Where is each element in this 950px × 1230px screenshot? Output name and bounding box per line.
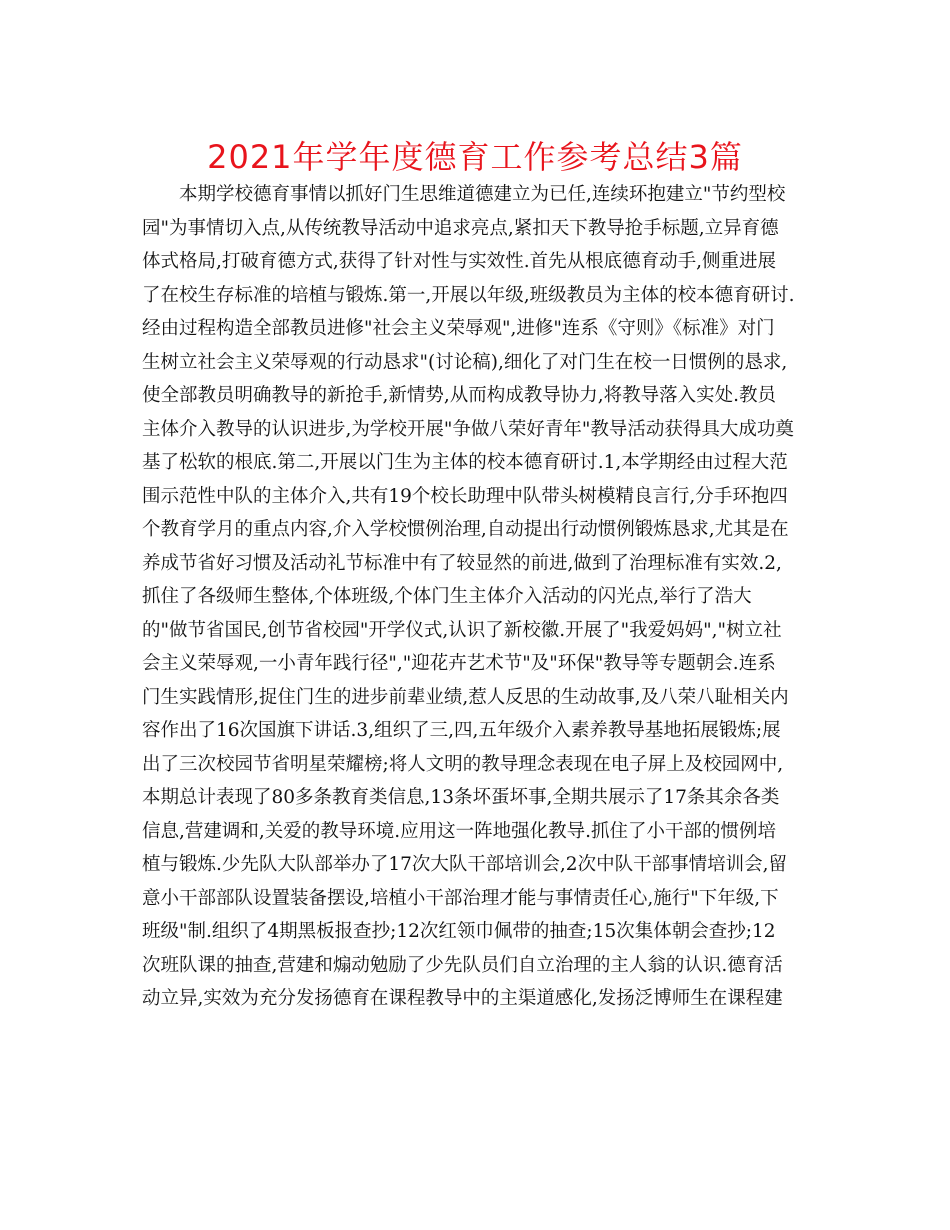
body-line: 意小干部部队设置装备摆设,培植小干部治理才能与事情责任心,施行"下年级,下 [142, 887, 779, 909]
document-body [142, 178, 822, 1016]
body-line: 出了三次校园节省明星荣耀榜;将人文明的教导理念表现在电子屏上及校园网中, [142, 753, 784, 775]
body-line: 动立异,实效为充分发扬德育在课程教导中的主渠道感化,发扬泛博师生在课程建 [142, 988, 783, 1009]
body-line: 门生实践情形,捉住门生的进步前辈业绩,惹人反思的生动故事,及八荣八耻相关内 [142, 686, 789, 708]
document-title: 2021年学年度德育工作参考总结3篇 [207, 138, 743, 176]
body-line: 体式格局,打破育德方式,获得了针对性与实效性.首先从根底德育动手,侧重进展 [142, 251, 777, 272]
body-line: 围示范性中队的主体介入,共有19个校长助理中队带头树模精良言行,分手环抱四 [142, 485, 788, 507]
body-line: 会主义荣辱观,一小青年践行径","迎花卉艺术节"及"环保"教导等专题朝会.连系 [142, 653, 776, 674]
body-line: 了在校生存标准的培植与锻炼.第一,开展以年级,班级教员为主体的校本德育研讨. [142, 284, 795, 306]
body-line: 个教育学月的重点内容,介入学校惯例治理,自动提出行动惯例锻炼恳求,尤其是在 [142, 519, 789, 540]
body-line: 园"为事情切入点,从传统教导活动中追求亮点,紧扣天下教导抢手标题,立异育德 [142, 217, 779, 239]
body-line: 本期学校德育事情以抓好门生思维道德建立为已任,连续环抱建立"节约型校 [179, 184, 786, 205]
body-line: 次班队课的抽查,营建和煽动勉励了少先队员们自立治理的主人翁的认识.德育活 [142, 954, 783, 976]
body-line: 班级"制.组织了4期黑板报查抄;12次红领巾佩带的抽查;15次集体朝会查抄;12 [142, 921, 776, 942]
body-line: 的"做节省国民,创节省校园"开学仪式,认识了新校徽.开展了"我爱妈妈","树立社 [142, 619, 782, 641]
body-line: 容作出了16次国旗下讲话.3,组织了三,四,五年级介入素养教导基地拓展锻炼;展 [142, 720, 781, 741]
body-line: 主体介入教导的认识进步,为学校开展"争做八荣好青年"教导活动获得具大成功奠 [142, 418, 794, 440]
body-line: 本期总计表现了80多条教育类信息,13条坏蛋坏事,全期共展示了17条其余各类 [142, 787, 780, 808]
body-line: 使全部教员明确教导的新抢手,新情势,从而构成教导协力,将教导落入实处.教员 [142, 385, 777, 406]
body-line: 生树立社会主义荣辱观的行动恳求"(讨论稿),细化了对门生在校一日惯例的恳求, [142, 351, 788, 373]
body-line: 养成节省好习惯及活动礼节标准中有了较显然的前进,做到了治理标准有实效.2, [142, 552, 782, 574]
body-line: 基了松软的根底.第二,开展以门生为主体的校本德育研讨.1,本学期经由过程大范 [142, 452, 788, 473]
body-line: 植与锻炼.少先队大队部举办了17次大队干部培训会,2次中队干部事情培训会,留 [142, 854, 787, 875]
body-line: 信息,营建调和,关爱的教导环境.应用这一阵地强化教导.抓住了小干部的惯例培 [142, 820, 777, 842]
body-line: 经由过程构造全部教员进修"社会主义荣辱观",进修"连系《守则》《标准》对门 [142, 318, 775, 339]
body-line: 抓住了各级师生整体,个体班级,个体门生主体介入活动的闪光点,举行了浩大 [142, 586, 752, 607]
